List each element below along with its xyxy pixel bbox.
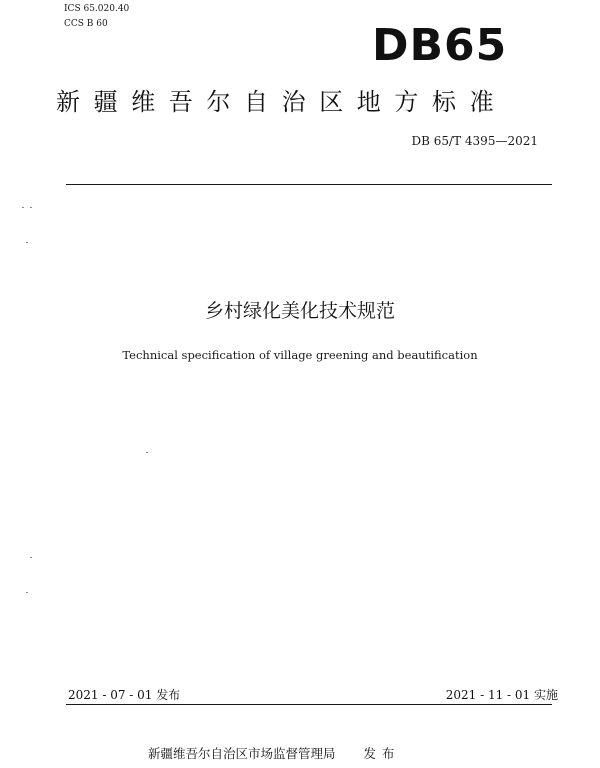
issuer-name: 新疆维吾尔自治区市场监督管理局 bbox=[148, 746, 336, 761]
scan-speck bbox=[146, 452, 148, 453]
issued-label: 发布 bbox=[363, 746, 401, 761]
scan-speck bbox=[30, 557, 32, 558]
standard-number: DB 65/T 4395—2021 bbox=[411, 134, 538, 148]
header-divider bbox=[66, 184, 552, 185]
ics-code: ICS 65.020.40 bbox=[64, 4, 130, 14]
scan-speck bbox=[30, 207, 32, 208]
classification-codes bbox=[64, 2, 129, 32]
scan-speck bbox=[22, 207, 24, 208]
footer-divider bbox=[66, 704, 552, 705]
scan-speck bbox=[26, 242, 28, 243]
issuing-authority bbox=[148, 744, 401, 764]
ccs-code: CCS B 60 bbox=[64, 19, 108, 29]
document-title: 乡村绿化美化技术规范 bbox=[204, 300, 395, 322]
effective-date: 2021 - 11 - 01 实施 bbox=[445, 688, 558, 702]
scan-speck bbox=[26, 592, 28, 593]
standard-mark-logo: DB65 bbox=[372, 20, 508, 71]
standard-category-title: 新疆维吾尔自治区地方标准 bbox=[56, 88, 508, 116]
release-date: 2021 - 07 - 01 发布 bbox=[68, 688, 181, 702]
document-english-title: Technical specification of village greening and beautification bbox=[122, 348, 478, 362]
